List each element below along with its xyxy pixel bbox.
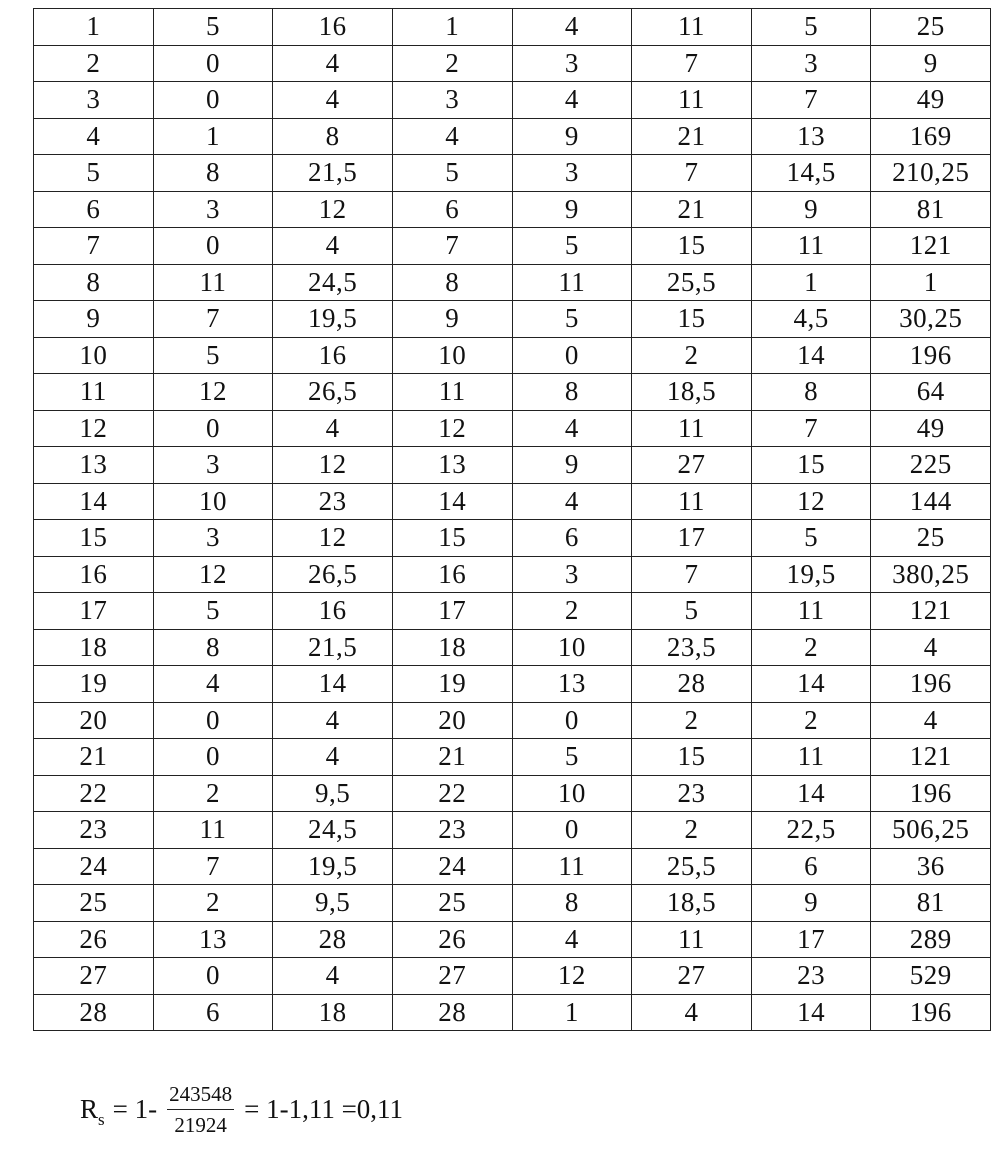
table-cell: 529	[871, 958, 991, 995]
table-cell: 21	[632, 191, 752, 228]
table-cell: 11	[512, 264, 632, 301]
table-cell: 4	[512, 410, 632, 447]
table-row	[34, 556, 991, 593]
table-cell: 0	[153, 45, 273, 82]
table-cell: 19,5	[273, 848, 393, 885]
table-cell: 4	[273, 958, 393, 995]
table-row	[34, 812, 991, 849]
table-row	[34, 228, 991, 265]
table-cell: 7	[751, 410, 871, 447]
table-cell: 5	[34, 155, 154, 192]
table-cell: 25	[871, 520, 991, 557]
table-cell: 14	[751, 994, 871, 1031]
table-cell: 21	[632, 118, 752, 155]
table-cell: 5	[153, 337, 273, 374]
table-cell: 15	[392, 520, 512, 557]
table-cell: 36	[871, 848, 991, 885]
table-cell: 0	[512, 702, 632, 739]
table-cell: 23	[751, 958, 871, 995]
table-cell: 18	[392, 629, 512, 666]
table-cell: 0	[153, 82, 273, 119]
table-cell: 380,25	[871, 556, 991, 593]
table-cell: 5	[153, 9, 273, 46]
table-cell: 7	[392, 228, 512, 265]
table-cell: 4	[871, 702, 991, 739]
formula-equals-one-minus: = 1-	[112, 1094, 158, 1125]
table-cell: 2	[632, 337, 752, 374]
table-cell: 25,5	[632, 848, 752, 885]
table-cell: 7	[153, 848, 273, 885]
table-cell: 20	[34, 702, 154, 739]
table-cell: 4	[273, 739, 393, 776]
table-cell: 14	[273, 666, 393, 703]
table-cell: 5	[512, 228, 632, 265]
table-cell: 17	[632, 520, 752, 557]
formula-lhs: $R_s$	[80, 1094, 105, 1130]
table-cell: 14	[751, 775, 871, 812]
table-cell: 16	[34, 556, 154, 593]
table-cell: 0	[512, 812, 632, 849]
table-cell: 6	[512, 520, 632, 557]
table-cell: 14,5	[751, 155, 871, 192]
table-cell: 27	[632, 447, 752, 484]
table-cell: 28	[632, 666, 752, 703]
table-cell: 4	[273, 410, 393, 447]
table-cell: 196	[871, 775, 991, 812]
table-cell: 4	[153, 666, 273, 703]
table-cell: 11	[34, 374, 154, 411]
table-cell: 4	[512, 82, 632, 119]
table-cell: 49	[871, 410, 991, 447]
table-cell: 24	[34, 848, 154, 885]
table-cell: 5	[632, 593, 752, 630]
table-cell: 9	[392, 301, 512, 338]
table-cell: 19	[34, 666, 154, 703]
table-cell: 28	[392, 994, 512, 1031]
table-cell: 6	[34, 191, 154, 228]
table-cell: 2	[153, 775, 273, 812]
table-cell: 0	[153, 958, 273, 995]
table-cell: 169	[871, 118, 991, 155]
table-row	[34, 191, 991, 228]
table-cell: 17	[34, 593, 154, 630]
table-cell: 28	[273, 921, 393, 958]
table-cell: 15	[632, 739, 752, 776]
table-cell: 22	[392, 775, 512, 812]
table-cell: 23	[392, 812, 512, 849]
table-cell: 4	[392, 118, 512, 155]
table-cell: 8	[751, 374, 871, 411]
table-row	[34, 118, 991, 155]
table-cell: 11	[751, 739, 871, 776]
table-row	[34, 885, 991, 922]
table-cell: 11	[751, 228, 871, 265]
table-cell: 4	[273, 702, 393, 739]
table-cell: 21,5	[273, 155, 393, 192]
table-cell: 19,5	[273, 301, 393, 338]
table-cell: 7	[153, 301, 273, 338]
table-row	[34, 921, 991, 958]
table-cell: 15	[632, 228, 752, 265]
table-cell: 23,5	[632, 629, 752, 666]
table-cell: 24	[392, 848, 512, 885]
table-cell: 12	[392, 410, 512, 447]
table-cell: 81	[871, 885, 991, 922]
table-cell: 25	[392, 885, 512, 922]
table-cell: 3	[153, 520, 273, 557]
table-cell: 15	[34, 520, 154, 557]
table-cell: 28	[34, 994, 154, 1031]
table-cell: 8	[512, 885, 632, 922]
table-cell: 11	[632, 410, 752, 447]
table-cell: 14	[34, 483, 154, 520]
table-cell: 3	[34, 82, 154, 119]
table-cell: 22	[34, 775, 154, 812]
table-row	[34, 447, 991, 484]
formula-numerator: 243548	[167, 1082, 234, 1110]
table-cell: 26	[392, 921, 512, 958]
table-cell: 8	[153, 629, 273, 666]
table-cell: 23	[632, 775, 752, 812]
table-cell: 18,5	[632, 885, 752, 922]
table-cell: 4	[512, 483, 632, 520]
table-cell: 11	[153, 812, 273, 849]
table-cell: 8	[512, 374, 632, 411]
table-cell: 196	[871, 666, 991, 703]
table-cell: 27	[392, 958, 512, 995]
table-cell: 2	[632, 812, 752, 849]
table-cell: 10	[34, 337, 154, 374]
table-cell: 13	[392, 447, 512, 484]
table-cell: 3	[512, 45, 632, 82]
table-cell: 11	[632, 9, 752, 46]
table-row	[34, 264, 991, 301]
table-cell: 25,5	[632, 264, 752, 301]
table-row	[34, 775, 991, 812]
table-cell: 6	[392, 191, 512, 228]
table-row	[34, 994, 991, 1031]
table-cell: 196	[871, 337, 991, 374]
table-cell: 4	[273, 228, 393, 265]
table-cell: 21	[392, 739, 512, 776]
table-cell: 9	[512, 118, 632, 155]
table-cell: 13	[512, 666, 632, 703]
table-cell: 13	[751, 118, 871, 155]
table-cell: 3	[153, 447, 273, 484]
table-cell: 0	[153, 739, 273, 776]
table-cell: 49	[871, 82, 991, 119]
table-row	[34, 848, 991, 885]
table-cell: 26	[34, 921, 154, 958]
table-cell: 19	[392, 666, 512, 703]
table-cell: 10	[512, 629, 632, 666]
table-row	[34, 520, 991, 557]
table-cell: 289	[871, 921, 991, 958]
table-cell: 64	[871, 374, 991, 411]
table-cell: 121	[871, 739, 991, 776]
table-cell: 15	[632, 301, 752, 338]
table-cell: 4	[512, 921, 632, 958]
data-table	[33, 8, 991, 1031]
table-cell: 4	[871, 629, 991, 666]
table-cell: 0	[153, 410, 273, 447]
table-cell: 8	[153, 155, 273, 192]
table-cell: 11	[632, 921, 752, 958]
table-cell: 9,5	[273, 775, 393, 812]
table-cell: 2	[751, 629, 871, 666]
table-cell: 11	[512, 848, 632, 885]
table-cell: 9	[871, 45, 991, 82]
formula-denominator: 21924	[174, 1113, 227, 1138]
table-cell: 1	[751, 264, 871, 301]
table-cell: 2	[751, 702, 871, 739]
table-cell: 17	[392, 593, 512, 630]
table-cell: 3	[153, 191, 273, 228]
formula-lhs-subscript: s	[98, 1110, 105, 1130]
table-cell: 27	[632, 958, 752, 995]
table-row	[34, 301, 991, 338]
table-row	[34, 155, 991, 192]
table-cell: 6	[751, 848, 871, 885]
table-cell: 2	[512, 593, 632, 630]
table-cell: 4	[273, 45, 393, 82]
table-cell: 25	[871, 9, 991, 46]
table-cell: 4	[512, 9, 632, 46]
table-cell: 23	[273, 483, 393, 520]
table-cell: 121	[871, 228, 991, 265]
table-cell: 8	[34, 264, 154, 301]
table-cell: 12	[512, 958, 632, 995]
table-cell: 0	[153, 228, 273, 265]
table-cell: 4,5	[751, 301, 871, 338]
table-cell: 5	[512, 739, 632, 776]
table-row	[34, 666, 991, 703]
table-cell: 12	[273, 447, 393, 484]
table-cell: 16	[392, 556, 512, 593]
table-cell: 144	[871, 483, 991, 520]
table-cell: 1	[153, 118, 273, 155]
table-cell: 16	[273, 593, 393, 630]
table-cell: 13	[34, 447, 154, 484]
table-cell: 8	[273, 118, 393, 155]
table-cell: 4	[34, 118, 154, 155]
table-cell: 24,5	[273, 812, 393, 849]
table-cell: 5	[512, 301, 632, 338]
table-cell: 9	[751, 885, 871, 922]
table-cell: 1	[512, 994, 632, 1031]
table-row	[34, 337, 991, 374]
table-cell: 15	[751, 447, 871, 484]
table-cell: 27	[34, 958, 154, 995]
table-cell: 2	[153, 885, 273, 922]
table-cell: 196	[871, 994, 991, 1031]
table-row	[34, 45, 991, 82]
table-cell: 24,5	[273, 264, 393, 301]
table-cell: 16	[273, 9, 393, 46]
table-cell: 10	[392, 337, 512, 374]
table-cell: 4	[273, 82, 393, 119]
formula-result: = 1-1,11 =0,11	[244, 1094, 404, 1125]
table-row	[34, 483, 991, 520]
table-row	[34, 739, 991, 776]
table-cell: 6	[153, 994, 273, 1031]
table-cell: 2	[632, 702, 752, 739]
table-cell: 13	[153, 921, 273, 958]
table-cell: 21,5	[273, 629, 393, 666]
table-cell: 9	[512, 191, 632, 228]
table-row	[34, 9, 991, 46]
table-cell: 10	[512, 775, 632, 812]
table-row	[34, 82, 991, 119]
table-cell: 3	[751, 45, 871, 82]
table-cell: 18	[273, 994, 393, 1031]
table-cell: 9	[34, 301, 154, 338]
table-body	[34, 9, 991, 1031]
table-cell: 225	[871, 447, 991, 484]
table-cell: 18	[34, 629, 154, 666]
table-cell: 7	[751, 82, 871, 119]
table-cell: 16	[273, 337, 393, 374]
table-cell: 0	[153, 702, 273, 739]
table-cell: 11	[751, 593, 871, 630]
table-cell: 8	[392, 264, 512, 301]
table-cell: 5	[392, 155, 512, 192]
table-cell: 9,5	[273, 885, 393, 922]
table-cell: 81	[871, 191, 991, 228]
table-cell: 19,5	[751, 556, 871, 593]
table-cell: 21	[34, 739, 154, 776]
table-cell: 25	[34, 885, 154, 922]
table-cell: 14	[392, 483, 512, 520]
table-row	[34, 958, 991, 995]
table-cell: 30,25	[871, 301, 991, 338]
table-cell: 22,5	[751, 812, 871, 849]
table-cell: 1	[871, 264, 991, 301]
table-cell: 2	[392, 45, 512, 82]
table-cell: 12	[273, 520, 393, 557]
table-cell: 18,5	[632, 374, 752, 411]
table-cell: 506,25	[871, 812, 991, 849]
table-cell: 7	[632, 155, 752, 192]
table-row	[34, 702, 991, 739]
table-cell: 3	[512, 155, 632, 192]
table-cell: 5	[751, 520, 871, 557]
table-cell: 0	[512, 337, 632, 374]
table-cell: 11	[392, 374, 512, 411]
table-cell: 7	[632, 556, 752, 593]
table-cell: 5	[751, 9, 871, 46]
table-cell: 20	[392, 702, 512, 739]
spearman-formula	[80, 1082, 403, 1137]
table-cell: 12	[751, 483, 871, 520]
table-cell: 2	[34, 45, 154, 82]
table-cell: 26,5	[273, 556, 393, 593]
table-cell: 4	[632, 994, 752, 1031]
table-cell: 9	[512, 447, 632, 484]
table-cell: 12	[273, 191, 393, 228]
table-cell: 5	[153, 593, 273, 630]
table-cell: 12	[34, 410, 154, 447]
table-cell: 12	[153, 556, 273, 593]
table-cell: 3	[512, 556, 632, 593]
formula-fraction	[167, 1082, 234, 1137]
table-cell: 1	[392, 9, 512, 46]
table-cell: 7	[34, 228, 154, 265]
table-cell: 14	[751, 337, 871, 374]
table-cell: 3	[392, 82, 512, 119]
table-cell: 23	[34, 812, 154, 849]
table-row	[34, 629, 991, 666]
table-row	[34, 593, 991, 630]
table-cell: 11	[153, 264, 273, 301]
table-cell: 17	[751, 921, 871, 958]
table-cell: 11	[632, 82, 752, 119]
table-cell: 10	[153, 483, 273, 520]
table-cell: 14	[751, 666, 871, 703]
table-row	[34, 410, 991, 447]
table-cell: 11	[632, 483, 752, 520]
table-cell: 12	[153, 374, 273, 411]
table-cell: 1	[34, 9, 154, 46]
table-row	[34, 374, 991, 411]
table-cell: 26,5	[273, 374, 393, 411]
table-cell: 9	[751, 191, 871, 228]
table-cell: 7	[632, 45, 752, 82]
table-cell: 210,25	[871, 155, 991, 192]
table-cell: 121	[871, 593, 991, 630]
